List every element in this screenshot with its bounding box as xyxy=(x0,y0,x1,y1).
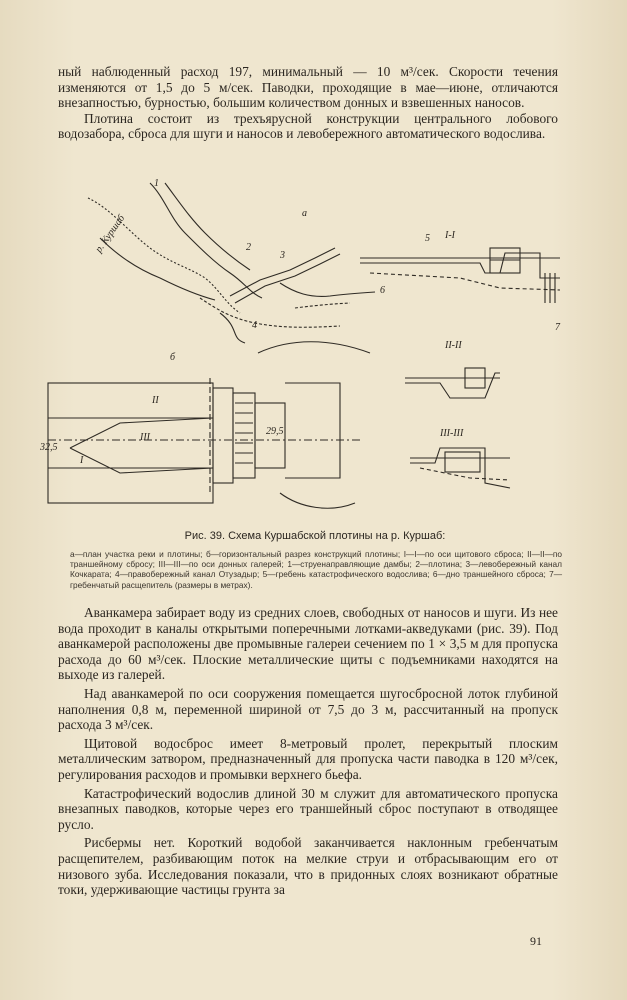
figure-caption-title: Рис. 39. Схема Куршабской плотины на р. Куршаб: xyxy=(184,530,446,542)
callout-7: 7 xyxy=(555,322,560,333)
callout-3: 3 xyxy=(280,250,285,261)
section-II-II xyxy=(405,340,500,398)
roman-mark-II: II xyxy=(152,395,159,406)
panel-b-label: б xyxy=(170,352,176,363)
roman-mark-III: III xyxy=(140,432,150,443)
section-3-label: III-III xyxy=(440,428,464,439)
section-I-I xyxy=(360,230,561,333)
callout-6: 6 xyxy=(380,285,385,296)
panel-b-horizontal-section xyxy=(40,342,370,508)
figure-caption-legend: а—план участка реки и плотины; б—горизонтальный разрез конструкций плотины; I—I—по оси щитового сброса; II—II—по траншейному сбросу; III—III—по оси донных галерей; 1—струенаправляющие дамбы; 2—плотина; 3—левобережный канал Кочкарата; 4—правобережный канал Отузадыр; 5—гребень катастрофического водослива; 6—дно траншейного сброса; 7—гребенчатый расщепитель (размеры в метрах). xyxy=(70,549,562,590)
bottom-text-block xyxy=(58,605,558,901)
paragraph-emergency-spillway: Катастрофический водослив длиной 30 м служит для автоматического пропуска внезапных паводков, которые через его траншейный сброс поступают в отводящее русло. xyxy=(58,785,558,832)
section-1-label: I-I xyxy=(445,230,455,241)
callout-2: 2 xyxy=(246,242,251,253)
section-2-label: II-II xyxy=(445,340,462,351)
section-III-III xyxy=(410,428,510,488)
callout-1: 1 xyxy=(154,178,159,189)
elevation-29-5: 29,5 xyxy=(266,426,284,437)
paragraph-dam-structure: Плотина состоит из трехъярусной конструкции центрального лобового водозабора, сброса для шуги и наносов и левобережного автоматического водослива. xyxy=(58,110,558,142)
roman-mark-I: I xyxy=(80,455,84,466)
panel-a-label: а xyxy=(302,208,307,219)
paragraph-avankamera: Аванкамера забирает воду из средних слоев, свободных от наносов и шуги. Из нее вода проходит в каналы открытыми поперечными лотками-акведуками (рис. 39). Под аванкамерой расположены две промывные галереи сечением по 1 × 3,5 м для пропуска расхода до 60 м³/сек. Плоские металлические щиты с подъемниками находятся на выходе из галерей. xyxy=(58,605,558,683)
dam-schematic-drawing xyxy=(40,178,590,518)
page-number: 91 xyxy=(530,934,542,948)
paragraph-continuation: ный наблюденный расход 197, минимальный — 10 м³/сек. Скорости течения изменяются от 1,5 до 5 м/сек. Паводки, проходящие в мае—июне, отличаются внезапностью, бурностью, большим количеством донных и взвешенных наносов. xyxy=(58,64,558,111)
paragraph-apron: Рисбермы нет. Короткий водобой заканчивается наклонным гребенчатым расщепителем, разбивающим поток на мелкие струи и отбрасывающим его от низового зуба. Исследования показали, что в придонных слоях возникают обратные токи, удерживающие частицы грунта за xyxy=(58,835,558,898)
callout-4: 4 xyxy=(252,320,257,331)
elevation-32-5: 32,5 xyxy=(40,442,58,453)
paragraph-gate-spillway: Щитовой водосброс имеет 8-метровый пролет, перекрытый плоским металлическим затвором, предназначенный для пропуска части паводка в 120 м³/сек, регулирования расходов и промывки верхнего бьефа. xyxy=(58,735,558,782)
top-text-block xyxy=(58,64,558,142)
paragraph-sludge-chute: Над аванкамерой по оси сооружения помещается шугосбросной лоток глубиной наполнения 0,8 м, переменной шириной от 7,5 до 3 м, рассчитанный на пропуск расхода 3 м³/сек. xyxy=(58,685,558,733)
callout-5: 5 xyxy=(425,233,430,244)
figure-39 xyxy=(40,178,590,518)
panel-a-plan xyxy=(88,178,375,343)
river-name-label: р. Куршаб xyxy=(93,213,128,255)
